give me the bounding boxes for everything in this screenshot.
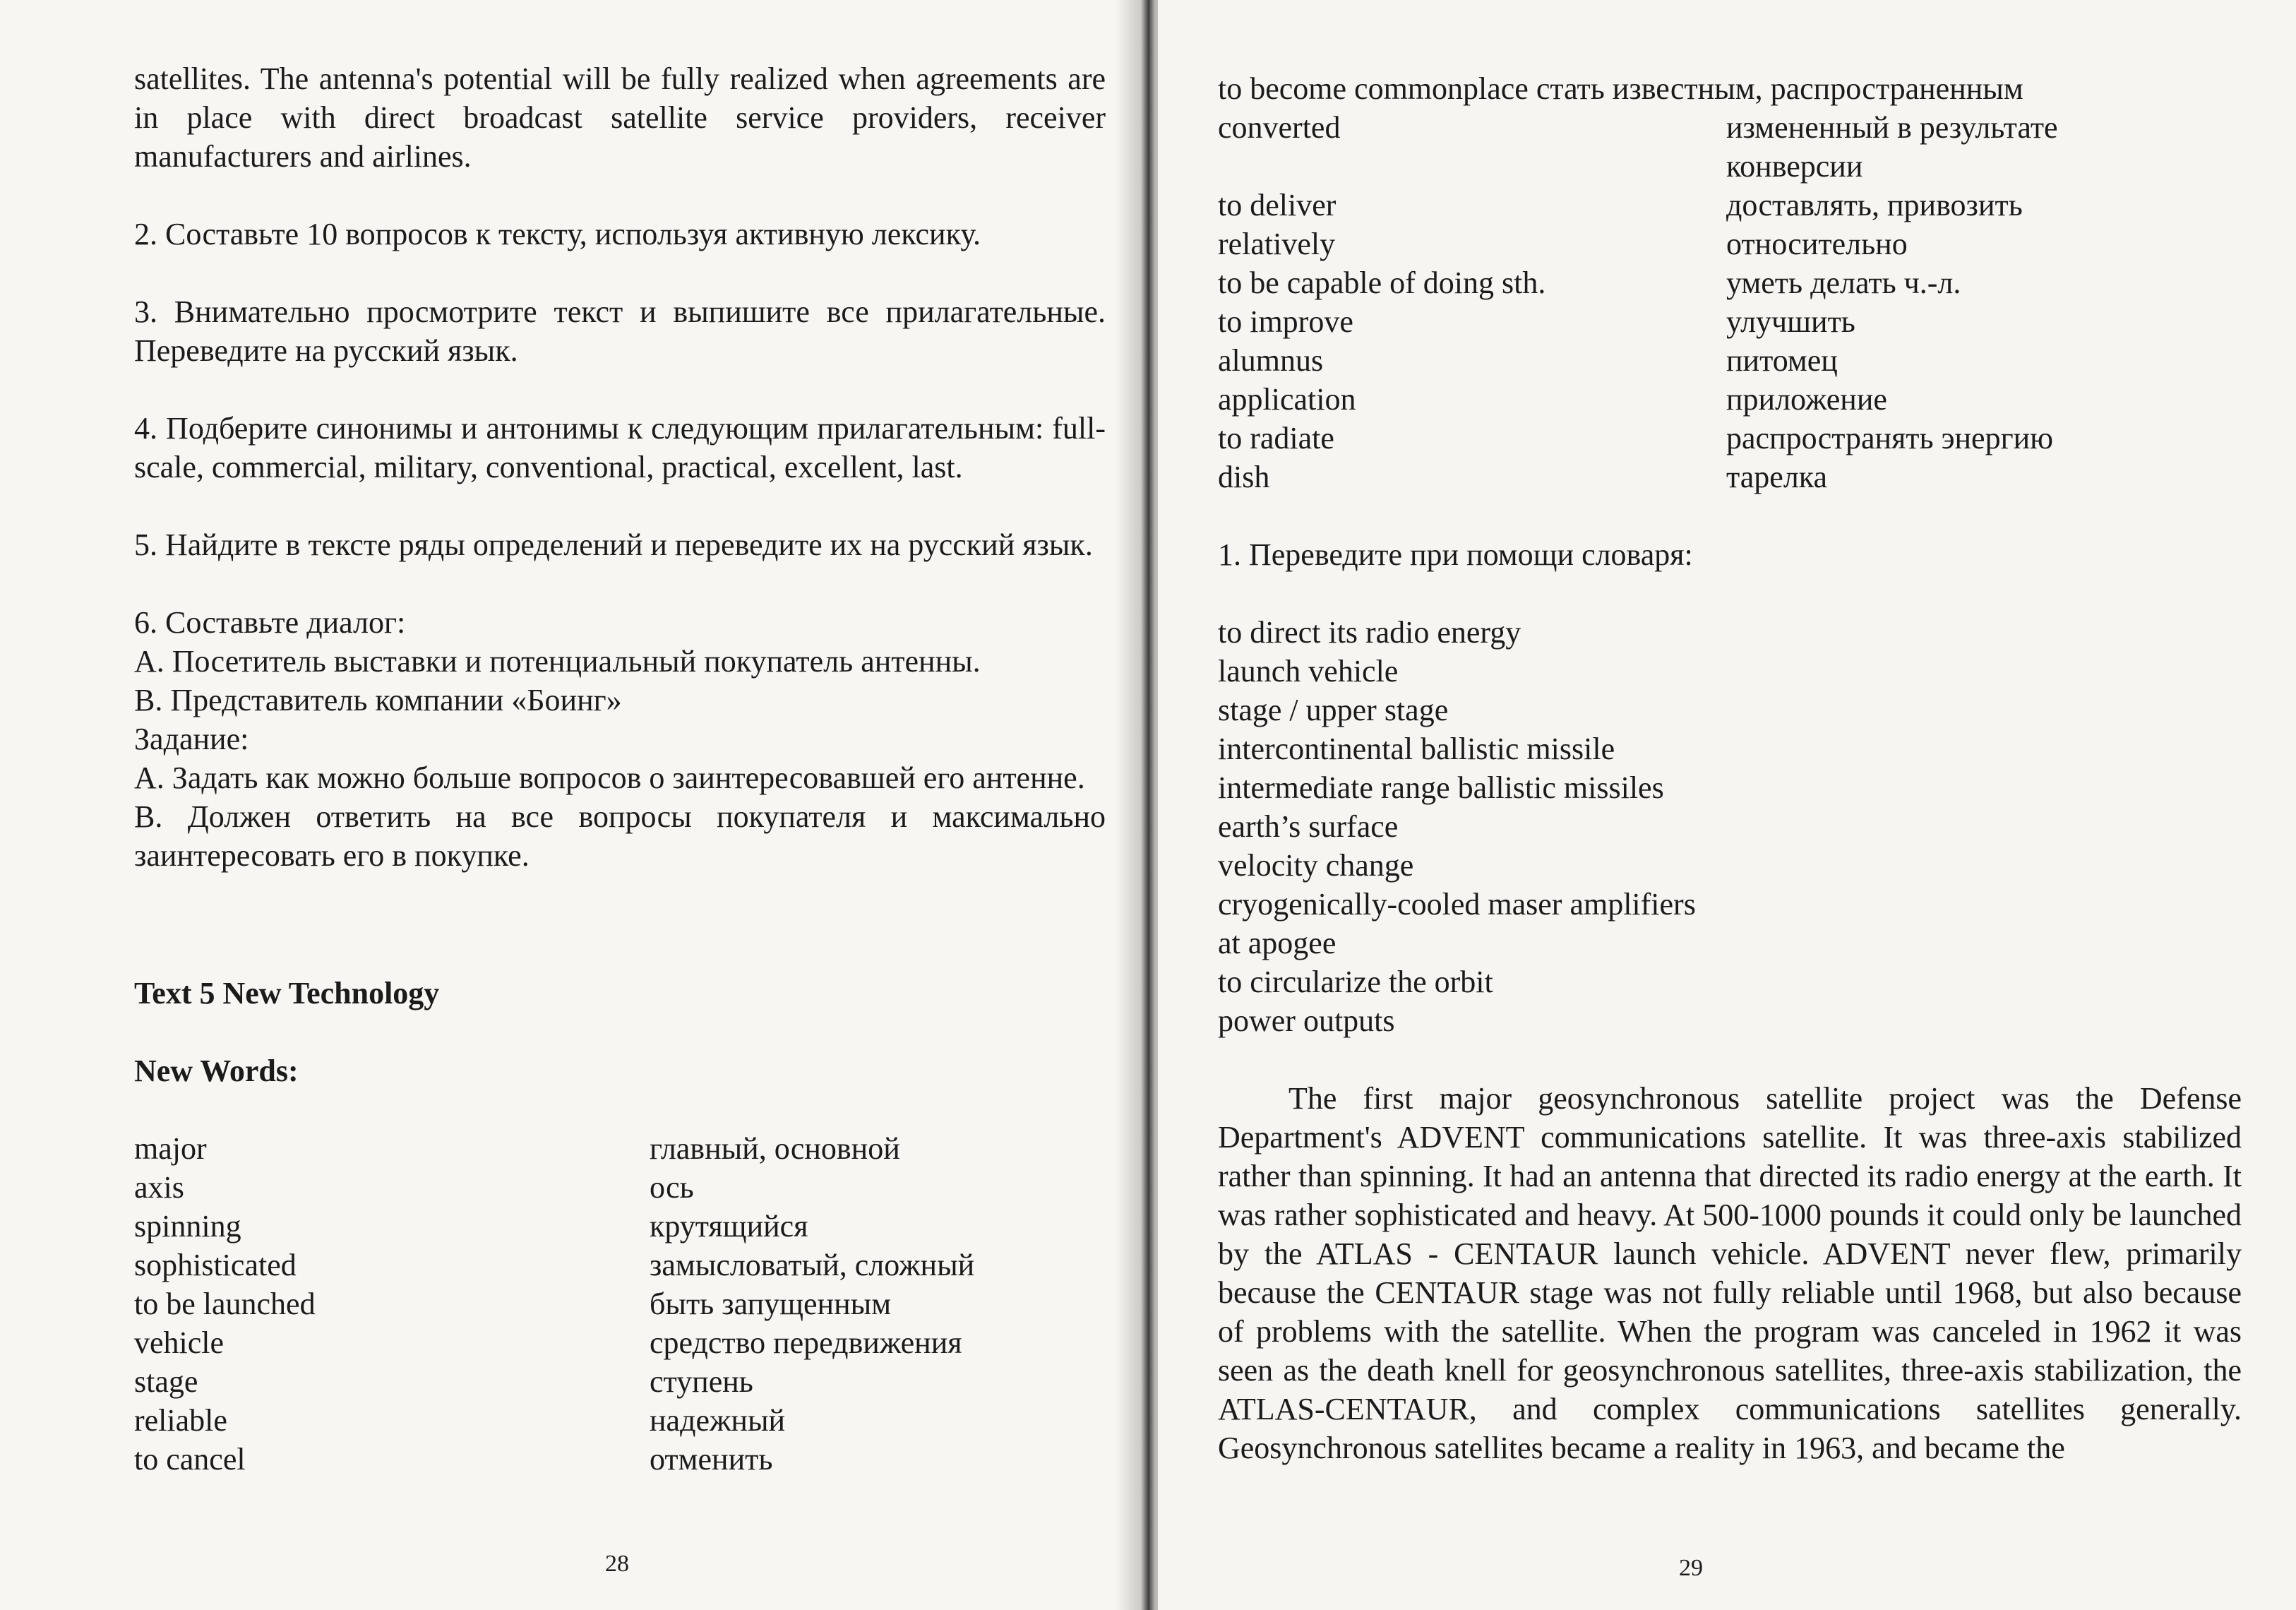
vocab-row (1218, 302, 2242, 341)
vocab-list-left (134, 1129, 1106, 1479)
task-4: 4. Подберите синонимы и антонимы к следующим прилагательным: full-scale, commercial, military, conventional, practical, excellent, last. (134, 411, 1106, 484)
vocab-row (134, 1362, 1106, 1401)
vocab-row (1218, 458, 2242, 496)
phrase-item: intermediate range ballistic missiles (1218, 770, 1664, 805)
vocab-row (1218, 419, 2242, 458)
task-6-assignment: Задание: (134, 722, 249, 756)
vocab-en: application (1218, 382, 1356, 417)
vocab-row (1218, 186, 2242, 225)
vocab-en: to deliver (1218, 188, 1337, 222)
vocab-en: reliable (134, 1403, 227, 1438)
text-heading: Text 5 New Technology (134, 976, 440, 1010)
vocab-en: vehicle (134, 1325, 225, 1360)
vocab-ru: замысловатый, сложный (650, 1248, 975, 1282)
phrase-item: power outputs (1218, 1003, 1395, 1038)
phrase-item: launch vehicle (1218, 654, 1399, 688)
vocab-en: to radiate (1218, 421, 1334, 455)
vocab-ru: ось (650, 1170, 694, 1205)
phrase-item: intercontinental ballistic missile (1218, 732, 1615, 766)
vocab-ru: доставлять, привозить (1726, 188, 2023, 222)
vocab-row (134, 1323, 1106, 1362)
vocab-en: sophisticated (134, 1248, 297, 1282)
vocab-row (1218, 341, 2242, 380)
vocab-ru: крутящийся (650, 1209, 808, 1244)
task-6-assignment-a: А. Задать как можно больше вопросов о заинтересовавшей его антенне. (134, 761, 1085, 795)
right-page (1158, 0, 2296, 1610)
left-page-content (134, 59, 1106, 1479)
vocab-ru: измененный в результате конверсии (1726, 110, 2058, 184)
vocab-row (1218, 380, 2242, 419)
vocab-ru: тарелка (1726, 460, 1828, 494)
phrase-item: cryogenically-cooled maser amplifiers (1218, 887, 1696, 922)
right-page-content (1218, 69, 2242, 1467)
vocab-row (1218, 263, 2242, 302)
task-5: 5. Найдите в тексте ряды определений и переведите их на русский язык. (134, 527, 1093, 562)
phrase-item: velocity change (1218, 848, 1414, 883)
vocab-ru: питомец (1726, 343, 1838, 378)
vocab-row (134, 1246, 1106, 1284)
main-paragraph: The first major geosynchronous satellite project was the Defense Department's ADVENT communications satellite. It was three-axis stabilized rather than spinning. It had an antenna that directed its radio energy at the earth. It was rather sophisticated and heavy. At 500-1000 pounds it could only be launched by the ATLAS - CENTAUR launch vehicle. ADVENT never flew, primarily because the CENTAUR stage was not fully reliable until 1968, but also because of problems with the satellite. When the program was canceled in 1962 it was seen as the death knell for geosynchronous satellites, three-axis stabilization, the ATLAS-CENTAUR, and complex communications satellites generally. Geosynchronous satellites became a reality in 1963, and became the (1218, 1081, 2242, 1465)
vocab-row (1218, 108, 2242, 186)
task-6-assignment-b: В. Должен ответить на все вопросы покупателя и максимально заинтересовать его в покупке. (134, 799, 1106, 873)
phrase-item: stage / upper stage (1218, 693, 1449, 727)
task-6-role-b: В. Представитель компании «Боинг» (134, 683, 622, 717)
phrase-item: earth’s surface (1218, 809, 1399, 844)
vocab-ru: улучшить (1726, 304, 1855, 339)
vocab-row (1218, 225, 2242, 263)
vocab-ru: относительно (1726, 227, 1908, 261)
vocab-en: to cancel (134, 1442, 246, 1477)
task-6-role-a: А. Посетитель выставки и потенциальный покупатель антенны. (134, 644, 981, 679)
continuation-paragraph: satellites. The antenna's potential will be fully realized when agreements are in place with direct broadcast satellite service providers, receiver manufacturers and airlines. (134, 61, 1106, 174)
vocab-en: relatively (1218, 227, 1336, 261)
vocab-list-right (1218, 108, 2242, 496)
phrase-list (1218, 613, 2242, 1040)
vocab-ru: приложение (1726, 382, 1887, 417)
vocab-en: to be launched (134, 1287, 316, 1321)
vocab-row (134, 1129, 1106, 1168)
page-number-left: 28 (605, 1551, 629, 1577)
phrase-item: to circularize the orbit (1218, 965, 1493, 999)
vocab-row (134, 1207, 1106, 1246)
vocab-ru: быть запущенным (650, 1287, 892, 1321)
task-1-right: 1. Переведите при помощи словаря: (1218, 537, 1693, 572)
vocab-ru: главный, основной (650, 1131, 900, 1166)
phrase-item: at apogee (1218, 926, 1337, 960)
vocab-ru: уметь делать ч.-л. (1726, 266, 1961, 300)
vocab-ru: надежный (650, 1403, 786, 1438)
vocab-row (134, 1168, 1106, 1207)
vocab-row (134, 1440, 1106, 1479)
vocab-en: stage (134, 1364, 198, 1399)
vocab-en: dish (1218, 460, 1270, 494)
vocab-row (134, 1284, 1106, 1323)
commonplace-line: to become commonplace стать известным, распространенным (1218, 71, 2023, 106)
phrase-item: to direct its radio energy (1218, 615, 1521, 650)
vocab-en: major (134, 1131, 207, 1166)
vocab-row (134, 1401, 1106, 1440)
left-page (0, 0, 1144, 1610)
vocab-ru: средство передвижения (650, 1325, 962, 1360)
vocab-en: to be capable of doing sth. (1218, 266, 1546, 300)
vocab-en: to improve (1218, 304, 1353, 339)
task-3: 3. Внимательно просмотрите текст и выпишите все прилагательные. Переведите на русский язык. (134, 294, 1106, 368)
vocab-en: converted (1218, 110, 1341, 145)
new-words-heading: New Words: (134, 1054, 299, 1088)
vocab-ru: отменить (650, 1442, 773, 1477)
vocab-en: axis (134, 1170, 184, 1205)
task-2: 2. Составьте 10 вопросов к тексту, используя активную лексику. (134, 217, 981, 251)
vocab-en: alumnus (1218, 343, 1324, 378)
vocab-ru: ступень (650, 1364, 753, 1399)
task-6-title: 6. Составьте диалог: (134, 605, 406, 640)
page-number-right: 29 (1679, 1555, 1703, 1581)
vocab-ru: распространять энергию (1726, 421, 2054, 455)
vocab-en: spinning (134, 1209, 241, 1244)
